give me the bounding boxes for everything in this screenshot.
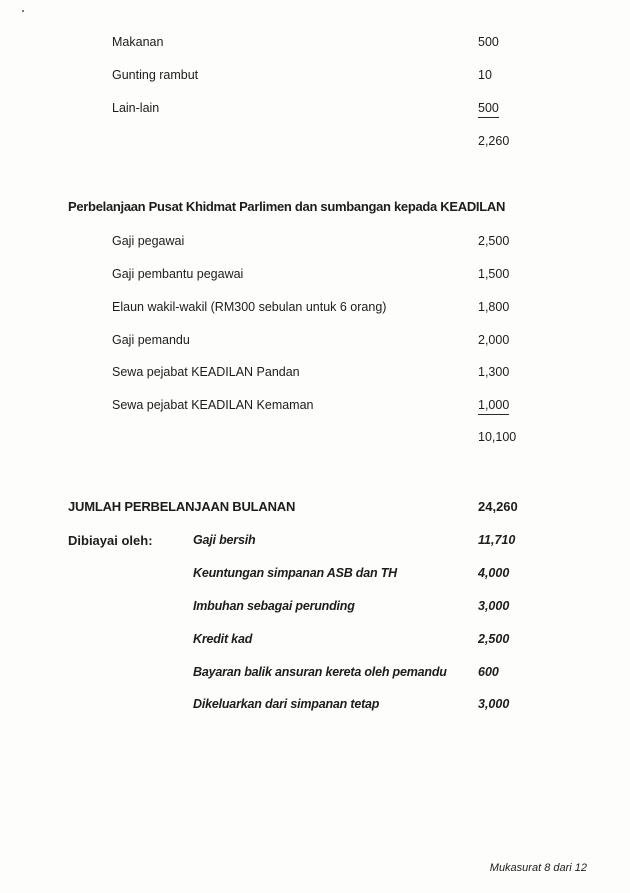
expense-label: Makanan (112, 35, 164, 49)
page-number-footer: Mukasurat 8 dari 12 (489, 862, 587, 874)
financing-source-label: Dikeluarkan dari simpanan tetap (193, 697, 380, 711)
expense-row (0, 365, 630, 381)
financing-source-label: Keuntungan simpanan ASB dan TH (193, 566, 397, 580)
subtotal-amount: 2,260 (478, 134, 510, 148)
financing-row (0, 632, 630, 648)
expense-amount: 10 (478, 68, 492, 82)
financing-amount: 11,710 (478, 533, 516, 547)
financing-row (0, 665, 630, 681)
expense-row (0, 398, 630, 414)
expense-row (0, 267, 630, 283)
financing-source-label: Kredit kad (193, 632, 253, 646)
scan-speck (22, 10, 24, 12)
expense-label: Gaji pegawai (112, 234, 185, 248)
subtotal-row (0, 430, 630, 446)
expense-amount: 500 (478, 35, 499, 49)
expense-label: Elaun wakil-wakil (RM300 sebulan untuk 6 orang) (112, 300, 387, 314)
grand-total-amount: 24,260 (478, 499, 518, 514)
financing-amount: 3,000 (478, 697, 510, 711)
financing-source-label: Bayaran balik ansuran kereta oleh pemandu (193, 665, 447, 679)
expense-label: Sewa pejabat KEADILAN Pandan (112, 365, 300, 379)
expense-row (0, 68, 630, 84)
expense-row (0, 101, 630, 117)
financing-amount: 600 (478, 665, 499, 679)
subtotal-amount: 10,100 (478, 430, 517, 444)
grand-total-row (0, 499, 630, 515)
expense-row (0, 234, 630, 250)
subtotal-row (0, 134, 630, 150)
grand-total-label: JUMLAH PERBELANJAAN BULANAN (68, 499, 296, 514)
financing-amount: 2,500 (478, 632, 510, 646)
expense-row (0, 300, 630, 316)
expense-amount: 1,500 (478, 267, 510, 281)
expense-amount: 1,300 (478, 365, 510, 379)
expense-label: Gaji pemandu (112, 333, 190, 347)
expense-label: Lain-lain (112, 101, 160, 115)
expense-label: Gaji pembantu pegawai (112, 267, 244, 281)
financing-source-label: Imbuhan sebagai perunding (193, 599, 355, 613)
expense-amount: 2,000 (478, 333, 510, 347)
expense-label: Gunting rambut (112, 68, 199, 82)
financing-row (0, 533, 630, 549)
financing-row (0, 599, 630, 615)
section-heading: Perbelanjaan Pusat Khidmat Parlimen dan sumbangan kepada KEADILAN (68, 199, 506, 214)
expense-label: Sewa pejabat KEADILAN Kemaman (112, 398, 314, 412)
expense-amount: 2,500 (478, 234, 510, 248)
financing-amount: 3,000 (478, 599, 510, 613)
financed-by-label: Dibiayai oleh: (68, 533, 153, 548)
financing-row (0, 697, 630, 713)
financing-row (0, 566, 630, 582)
expense-row (0, 333, 630, 349)
financing-source-label: Gaji bersih (193, 533, 256, 547)
expense-row (0, 35, 630, 51)
expense-amount-underlined: 500 (478, 101, 499, 118)
expense-amount: 1,800 (478, 300, 510, 314)
financing-amount: 4,000 (478, 566, 510, 580)
expense-amount-underlined: 1,000 (478, 398, 509, 415)
